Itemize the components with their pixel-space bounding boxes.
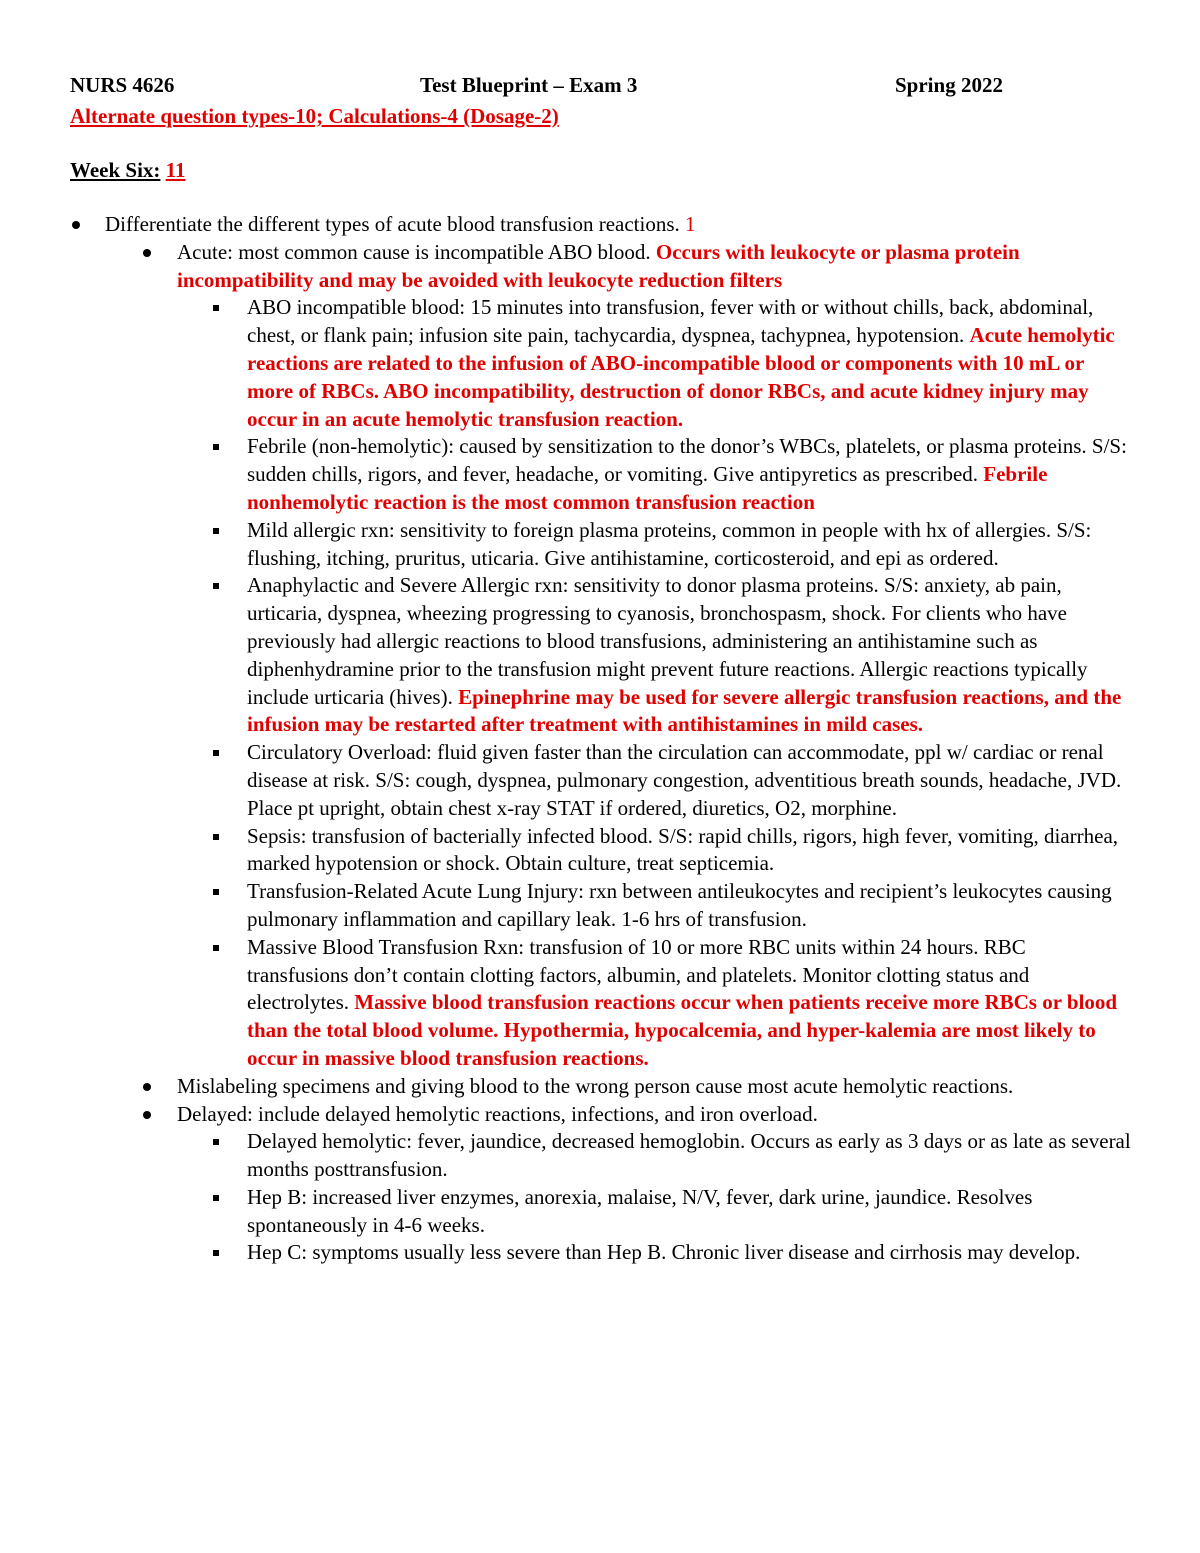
item-text: Circulatory Overload: fluid given faster than the circulation can accommodate, ppl w/ cardiac or renal disease at risk. S/S: cough, dyspnea, pulmonary congestion, adventitious breath sounds, headache, JVD. Place pt upright, obtain chest x-ray STAT if ordered, diuretics, O2, morphine.	[247, 740, 1122, 820]
item-text: Delayed hemolytic: fever, jaundice, decreased hemoglobin. Occurs as early as 3 days or as late as several months posttransfusion.	[247, 1129, 1131, 1182]
square-bullet-icon	[213, 750, 219, 756]
square-bullet-icon	[213, 1139, 219, 1145]
item-note: Occurs with leukocyte or plasma protein incompatibility and may be avoided with leukocyte reduction filters	[177, 239, 1020, 292]
item-note: Acute hemolytic reactions are related to the infusion of ABO-incompatible blood or components with 10 mL or more of RBCs. ABO incompatibility, destruction of donor RBCs, and acute kidney injury may occur in an acute hemolytic transfusion reaction.	[247, 323, 1115, 431]
square-bullet-icon	[213, 1195, 219, 1201]
list-item	[0, 934, 1132, 1073]
item-text: Transfusion-Related Acute Lung Injury: rxn between antileukocytes and recipient’s leukocytes causing pulmonary inflammation and capillary leak. 1-6 hrs of transfusion.	[247, 879, 1112, 931]
square-bullet-icon	[213, 305, 219, 311]
square-bullet-icon	[213, 444, 219, 450]
list-item	[0, 517, 1132, 573]
document-title: Test Blueprint – Exam 3	[420, 73, 638, 97]
item-text: Acute: most common cause is incompatible ABO blood.	[177, 239, 651, 264]
item-text: Hep B: increased liver enzymes, anorexia, malaise, N/V, fever, dark urine, jaundice. Resolves spontaneously in 4-6 weeks.	[247, 1184, 1033, 1237]
bullet-icon	[143, 1111, 151, 1119]
list-item	[0, 572, 1132, 739]
item-text: Differentiate the different types of acute blood transfusion reactions.	[105, 212, 680, 236]
item-text: Massive Blood Transfusion Rxn: transfusion of 10 or more RBC units within 24 hours. RBC transfusions don’t contain clotting factors, albumin, and platelets. Monitor clotting status and electrolytes.	[247, 934, 1030, 1015]
list-item	[0, 433, 1132, 516]
course-code: NURS 4626	[70, 73, 175, 97]
item-note: Massive blood transfusion reactions occur when patients receive more RBCs or blood than the total blood volume. Hypothermia, hypocalcemia, and hyper-kalemia are most likely to occur in massive blood transfusion reactions.	[247, 990, 1118, 1070]
list-item	[0, 1128, 1132, 1184]
item-note: Febrile nonhemolytic reaction is the most common transfusion reaction	[247, 462, 1048, 514]
list-item	[0, 823, 1132, 879]
term-label: Spring 2022	[895, 73, 1003, 97]
list-item	[0, 1073, 1127, 1101]
item-text: Hep C: symptoms usually less severe than Hep B. Chronic liver disease and cirrhosis may develop.	[247, 1240, 1081, 1265]
item-count: 1	[685, 212, 696, 236]
bullet-icon	[143, 1083, 151, 1091]
item-note: Epinephrine may be used for severe allergic transfusion reactions, and the infusion may be restarted after treatment with antihistamines in mild cases.	[247, 684, 1122, 737]
square-bullet-icon	[213, 583, 219, 589]
list-item	[0, 1101, 1127, 1129]
week-heading	[70, 157, 186, 185]
list-item	[0, 878, 1132, 934]
item-text: Sepsis: transfusion of bacterially infected blood. S/S: rapid chills, rigors, high fever, vomiting, diarrhea, marked hypotension or shock. Obtain culture, treat septicemia.	[247, 823, 1119, 876]
item-text: Mislabeling specimens and giving blood to the wrong person cause most acute hemolytic reactions.	[177, 1073, 1014, 1098]
list-item	[0, 294, 1132, 433]
week-count: 11	[165, 158, 186, 182]
item-text: Anaphylactic and Severe Allergic rxn: sensitivity to donor plasma proteins. S/S: anxiety, ab pain, urticaria, dyspnea, wheezing progressing to cyanosis, bronchospasm, shock. For clients who have previously had allergic reactions to blood transfusions, administering an antihistamine such as diphenhydramine prior to the transfusion might prevent future reactions. Allergic reactions typically include urticaria (hives).	[247, 573, 1088, 709]
week-label: Week Six:	[70, 158, 161, 182]
list-item	[0, 239, 1127, 295]
bullet-icon	[143, 249, 151, 257]
item-text: Mild allergic rxn: sensitivity to foreign plasma proteins, common in people with hx of allergies. S/S: flushing, itching, pruritus, uticaria. Give antihistamine, corticosteroid, and epi as ordered.	[247, 517, 1092, 570]
square-bullet-icon	[213, 528, 219, 534]
bullet-icon	[72, 221, 80, 229]
outline	[0, 211, 1200, 1267]
square-bullet-icon	[213, 1250, 219, 1256]
question-type-summary: Alternate question types-10; Calculations-4 (Dosage-2)	[70, 104, 559, 128]
square-bullet-icon	[213, 945, 219, 951]
item-text: Delayed: include delayed hemolytic reactions, infections, and iron overload.	[177, 1101, 818, 1126]
item-text: ABO incompatible blood: 15 minutes into transfusion, fever with or without chills, back, abdominal, chest, or flank pain; infusion site pain, tachycardia, dyspnea, tachypnea, hypotension.	[247, 295, 1094, 348]
list-item	[0, 739, 1132, 822]
list-item	[0, 1184, 1132, 1240]
document-header	[70, 72, 1130, 102]
square-bullet-icon	[213, 889, 219, 895]
list-item	[0, 211, 1135, 239]
item-text: Febrile (non-hemolytic): caused by sensitization to the donor’s WBCs, platelets, or plasma proteins. S/S: sudden chills, rigors, and fever, headache, or vomiting. Give antipyretics as prescribed.	[247, 434, 1127, 487]
list-item	[0, 1239, 1132, 1267]
square-bullet-icon	[213, 834, 219, 840]
